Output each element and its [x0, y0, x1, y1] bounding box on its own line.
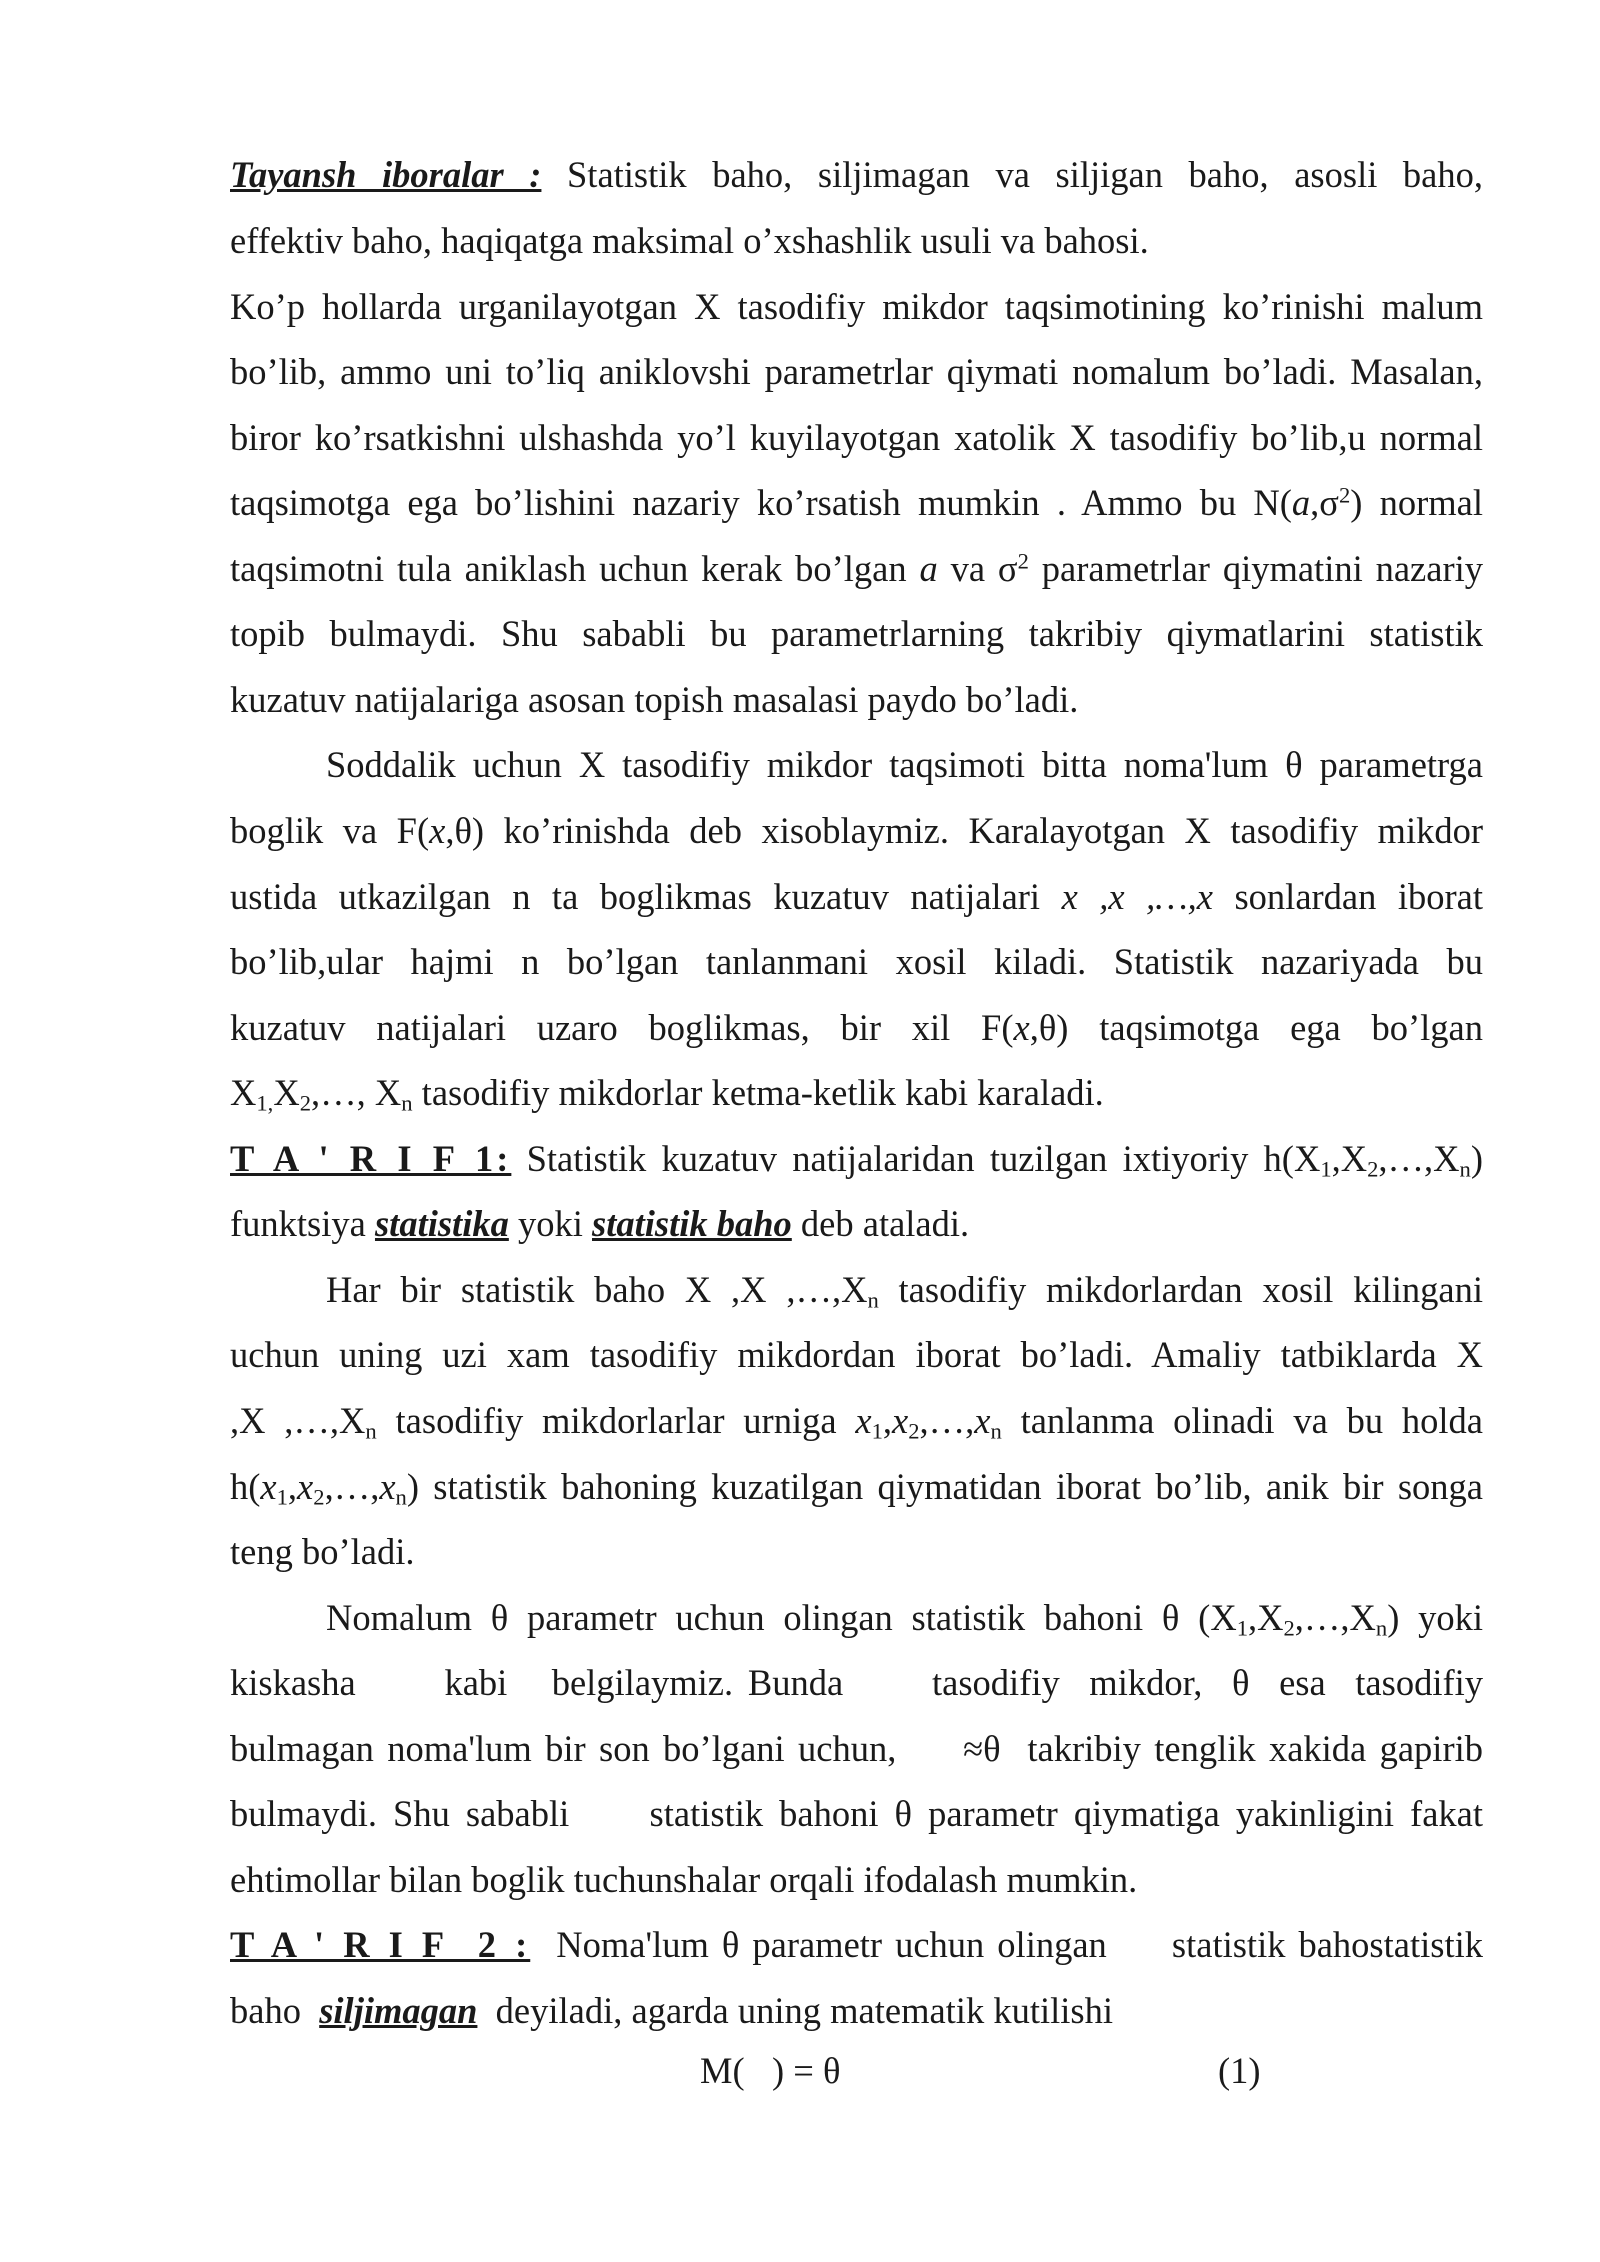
subscript: 2 [299, 1090, 311, 1116]
keywords-heading: Tayansh iboralar : [230, 154, 542, 195]
text-span: ,θ) ko’rinishda deb xisoblaymiz. Karalayotgan X tasodifiy mikdor [445, 810, 1483, 851]
subscript: 2 [313, 1484, 325, 1510]
term-siljimagan: siljimagan [319, 1990, 478, 2031]
text-span: funktsiya [230, 1203, 375, 1244]
subscript: n [395, 1484, 407, 1510]
subscript: n [990, 1418, 1002, 1444]
text-line [230, 470, 1483, 536]
text-line: bo’lib,ular hajmi n bo’lgan tanlanmani xosil kiladi. Statistik nazariyada bu [230, 941, 1483, 982]
subscript: n [401, 1090, 413, 1116]
text-span: ,…,X [1294, 1597, 1376, 1638]
text-span: ,…, [919, 1400, 975, 1441]
text-span: tasodifiy mikdorlardan xosil kilingani [878, 1269, 1483, 1310]
symbol-x-list: x ,x ,…,x [1061, 876, 1213, 917]
symbol-a: a [1291, 482, 1311, 523]
text-span: ,X [1248, 1597, 1284, 1638]
symbol-x: x [260, 1466, 277, 1507]
subscript: n [1375, 1615, 1388, 1641]
definition-2-heading: T A ' R I F 2 : [230, 1924, 531, 1965]
text-span: ,…,X [1378, 1138, 1460, 1179]
text-line [230, 798, 1483, 864]
text-span: va σ [937, 548, 1018, 589]
text-line [230, 864, 1483, 930]
text-line: bulmaydi. Shu sababli statistik bahoni θ parametr qiymatiga yakinligini fakat [230, 1793, 1483, 1834]
text-span: taqsimotga ega bo’lishini nazariy ko’rsatish mumkin . Ammo bu N( [230, 482, 1292, 523]
text-line: teng bo’ladi. [230, 1531, 415, 1572]
text-span: ,…, X [311, 1072, 402, 1113]
text-span: Har bir statistik baho X ,X ,…,X [326, 1269, 868, 1310]
symbol-x: x [297, 1466, 314, 1507]
text-line: biror ko’rsatkishni ulshashda yo’l kuyilayotgan xatolik X tasodifiy bo’lib,u normal [230, 417, 1483, 458]
subscript: 1 [871, 1418, 883, 1444]
text-span: deyiladi, agarda uning matematik kutilishi [477, 1990, 1113, 2031]
subscript: 2 [908, 1418, 920, 1444]
text-span: baho [230, 1990, 320, 2031]
text-span: X [230, 1072, 257, 1113]
text-line: topib bulmaydi. Shu sababli bu parametrlarning takribiy qiymatlarini statistik [230, 613, 1483, 654]
symbol-x: x [379, 1466, 396, 1507]
text-span: ) [1470, 1138, 1483, 1179]
text-span: kuzatuv natijalari uzaro boglikmas, bir xil F( [230, 1007, 1014, 1048]
text-line: bulmagan noma'lum bir son bo’lgani uchun, ≈θ takribiy tenglik xakida gapirib [230, 1728, 1483, 1769]
subscript: 2 [1283, 1615, 1295, 1641]
subscript: 1, [256, 1090, 274, 1116]
text-span: ) yoki [1387, 1597, 1484, 1638]
text-span: ustida utkazilgan n ta boglikmas kuzatuv natijalari [230, 876, 1062, 917]
equation: M( ) = θ [700, 2050, 841, 2091]
text-span: Noma'lum θ parametr uchun olingan statistik bahostatistik [530, 1924, 1483, 1965]
subscript: n [1459, 1156, 1471, 1182]
subscript: n [365, 1418, 377, 1444]
text-line [230, 1060, 1483, 1126]
text-span: h( [230, 1466, 261, 1507]
symbol-x: x [1013, 1007, 1030, 1048]
subscript: 1 [1320, 1156, 1332, 1182]
subscript: 1 [276, 1484, 288, 1510]
text-span: ,σ [1310, 482, 1339, 523]
text-span: X [273, 1072, 300, 1113]
text-line: kiskasha kabi belgilaymiz. Bunda tasodifiy mikdor, θ esa tasodifiy [230, 1662, 1483, 1703]
text-line: bo’lib, ammo uni to’liq aniklovshi parametrlar qiymati nomalum bo’ladi. Masalan, [230, 351, 1483, 392]
paragraph-first-line [326, 1585, 1483, 1651]
text-line [230, 1454, 1483, 1520]
text-span: , [882, 1400, 892, 1441]
text-span: ,θ) taqsimotga ega bo’lgan [1029, 1007, 1483, 1048]
subscript: 2 [1367, 1156, 1379, 1182]
text-span: ,X ,…,X [230, 1400, 366, 1441]
text-span: tasodifiy mikdorlar ketma-ketlik kabi karaladi. [412, 1072, 1104, 1113]
text-span: sonlardan iborat [1212, 876, 1483, 917]
text-line: ehtimollar bilan boglik tuchunshalar orqali ifodalash mumkin. [230, 1859, 1138, 1900]
text-span: , [287, 1466, 298, 1507]
definition-1-line [230, 1126, 1483, 1192]
subscript: 1 [1236, 1615, 1248, 1641]
symbol-x: x [855, 1400, 872, 1441]
text-line [230, 1388, 1483, 1454]
definition-2-line [230, 1912, 1483, 1978]
superscript: 2 [1338, 482, 1351, 508]
paragraph-first-line [326, 1257, 1483, 1323]
term-statistika: statistika [374, 1203, 509, 1244]
text-line [230, 536, 1483, 602]
text-span: parametrlar qiymatini nazariy [1028, 548, 1483, 589]
symbol-a: a [919, 548, 938, 589]
keywords-text: Statistik baho, siljimagan va siljigan baho, asosli baho, [541, 154, 1483, 195]
symbol-x: x [974, 1400, 991, 1441]
subscript: n [867, 1287, 879, 1313]
paragraph-first-line: Soddalik uchun X tasodifiy mikdor taqsimoti bitta noma'lum θ parametrga [326, 744, 1483, 785]
text-span: deb ataladi. [791, 1203, 970, 1244]
superscript: 2 [1017, 548, 1029, 574]
text-span: tasodifiy mikdorlarlar urniga [376, 1400, 856, 1441]
text-line: kuzatuv natijalariga asosan topish masalasi paydo bo’ladi. [230, 679, 1079, 720]
text-span: boglik va F( [230, 810, 430, 851]
text-span: Statistik kuzatuv natijalaridan tuzilgan ixtiyoriy h(X [511, 1138, 1321, 1179]
text-line [230, 995, 1483, 1061]
text-line [230, 1978, 1483, 2044]
keywords-line [230, 142, 1483, 208]
equation-number: (1) [1218, 2050, 1261, 2091]
text-line: effektiv baho, haqiqatga maksimal o’xshashlik usuli va bahosi. [230, 220, 1149, 261]
term-statistik-baho: statistik baho [592, 1203, 792, 1244]
text-span: ) statistik bahoning kuzatilgan qiymatidan iborat bo’lib, anik bir songa [406, 1466, 1483, 1507]
text-span: ,…, [324, 1466, 380, 1507]
symbol-x: x [892, 1400, 909, 1441]
text-span: Nomalum θ parametr uchun olingan statistik bahoni θ (X [326, 1597, 1237, 1638]
symbol-x: x [429, 810, 446, 851]
text-span: tanlanma olinadi va bu holda [1001, 1400, 1483, 1441]
text-span: taqsimotni tula aniklash uchun kerak bo’lgan [230, 548, 920, 589]
text-line: uchun uning uzi xam tasodifiy mikdordan iborat bo’ladi. Amaliy tatbiklarda X [230, 1334, 1483, 1375]
text-span: ) normal [1350, 482, 1484, 523]
text-line [230, 1191, 1483, 1257]
text-line: Ko’p hollarda urganilayotgan X tasodifiy mikdor taqsimotining ko’rinishi malum [230, 286, 1483, 327]
definition-1-heading: T A ' R I F 1: [230, 1138, 512, 1179]
text-span: ,X [1331, 1138, 1368, 1179]
text-span: yoki [508, 1203, 592, 1244]
